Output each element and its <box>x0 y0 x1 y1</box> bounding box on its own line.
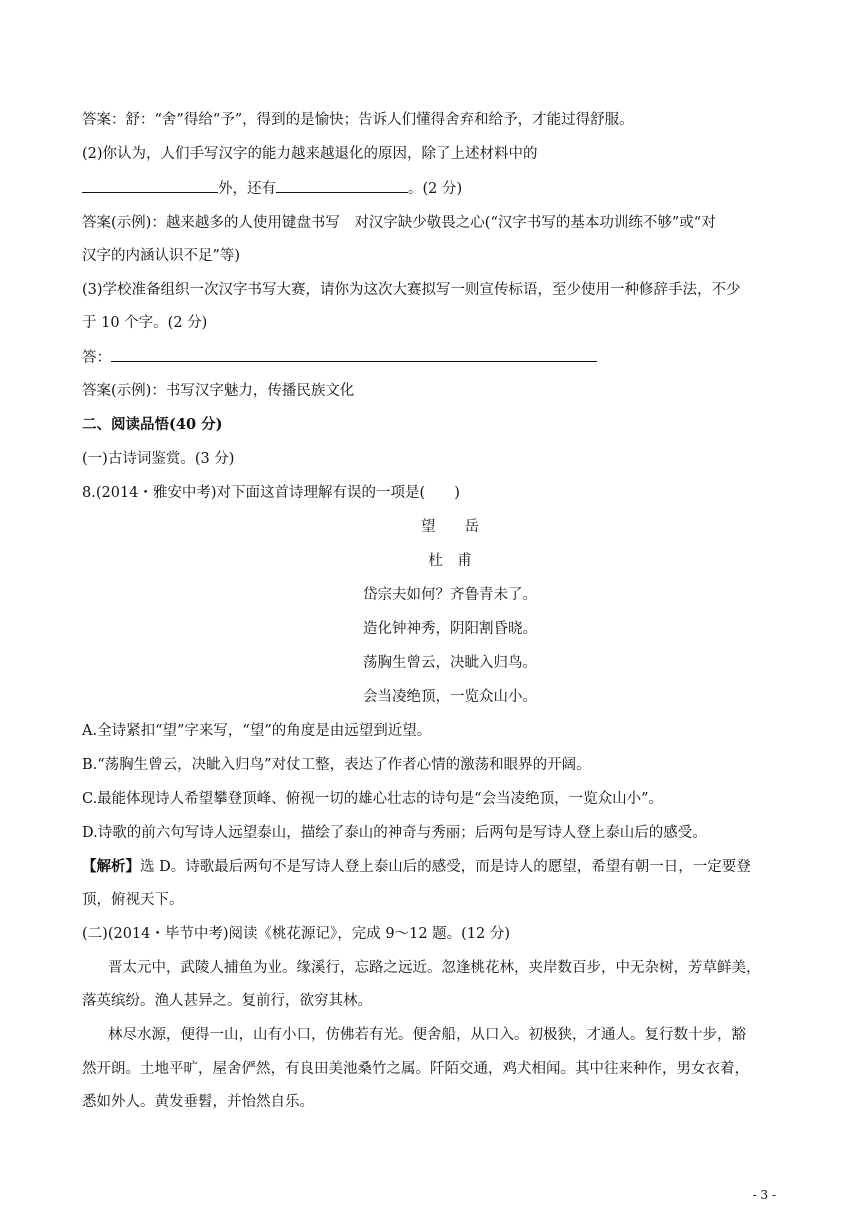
passage-p1-line-2: 落英缤纷。渔人甚异之。复前行，欲穷其林。 <box>82 993 372 1009</box>
poem-line-1: 岱宗夫如何？齐鲁青未了。 <box>363 587 537 603</box>
answer-3: 答案(示例)：书写汉字魅力，传播民族文化 <box>82 383 355 399</box>
analysis-line-1 <box>82 857 778 877</box>
passage-p2-line-2: 然开朗。土地平旷，屋舍俨然，有良田美池桑竹之属。阡陌交通，鸡犬相闻。其中往来种作，男女衣着， <box>82 1061 749 1077</box>
answer-2-line-1: 答案(示例)：越来越多的人使用键盘书写 对汉字缺少敬畏之心(“汉字书写的基本功训练不够”或“对 <box>82 215 716 231</box>
answer-1: 答案：舒：“舍”得给“予”，得到的是愉快；告诉人们懂得舍弃和给予，才能过得舒服。 <box>82 112 634 128</box>
option-c: C.最能体现诗人希望攀登顶峰、俯视一切的雄心壮志的诗句是“会当凌绝顶，一览众山小”。 <box>82 791 664 807</box>
answer-2-line-2: 汉字的内涵认识不足”等) <box>82 248 241 264</box>
poem-line-3: 荡胸生曾云，决眦入归鸟。 <box>363 655 537 671</box>
blank-connector: 外，还有 <box>218 181 276 197</box>
subsection-1: (一)古诗词鉴赏。(3 分) <box>82 451 235 467</box>
question-3-line-2: 于 10 个字。(2 分) <box>82 315 208 331</box>
passage-p2-line-3: 悉如外人。黄发垂髫，并怡然自乐。 <box>82 1094 314 1110</box>
passage-p2-line-1: 林尽水源，便得一山，山有小口，仿佛若有光。便舍船，从口入。初极狭，才通人。复行数十步，豁 <box>108 1027 746 1043</box>
question-2: (2)你认为，人们手写汉字的能力越来越退化的原因，除了上述材料中的 <box>82 146 538 162</box>
subsection-2: (二)(2014・毕节中考)阅读《桃花源记》，完成 9～12 题。(12 分) <box>82 926 511 942</box>
answer-line <box>82 347 778 368</box>
question-8: 8.(2014・雅安中考)对下面这首诗理解有误的一项是( ) <box>82 485 460 501</box>
question-2-blanks <box>82 178 778 199</box>
section-heading-2: 二、阅读品悟(40 分) <box>82 416 223 433</box>
answer-blank <box>111 347 597 362</box>
question-3-line-1: (3)学校准备组织一次汉字书写大赛，请你为这次大赛拟写一则宣传标语，至少使用一种修辞手法，不少 <box>82 282 741 298</box>
option-a: A.全诗紧扣“望”字来写，“望”的角度是由远望到近望。 <box>82 723 432 739</box>
poem-line-4: 会当凌绝顶，一览众山小。 <box>363 689 537 705</box>
blank-1 <box>82 178 218 193</box>
blank-2 <box>276 178 408 193</box>
option-b: B.“荡胸生曾云，决眦入归鸟”对仗工整，表达了作者心情的激荡和眼界的开阔。 <box>82 757 591 773</box>
analysis-label: 【解析】 <box>82 858 140 875</box>
poem-author: 杜 甫 <box>428 553 472 569</box>
answer-label: 答： <box>82 350 111 366</box>
poem-line-2: 造化钟神秀，阴阳割昏晓。 <box>363 621 537 637</box>
question-2-score: 。(2 分) <box>408 181 463 197</box>
passage-p1-line-1: 晋太元中，武陵人捕鱼为业。缘溪行，忘路之远近。忽逢桃花林，夹岸数百步，中无杂树，芳草鲜美， <box>108 960 761 976</box>
page-number: - 3 - <box>752 1188 776 1202</box>
analysis-line-2: 顶，俯视天下。 <box>82 892 184 908</box>
poem-title: 望 岳 <box>421 519 479 535</box>
option-d: D.诗歌的前六句写诗人远望泰山，描绘了泰山的神奇与秀丽；后两句是写诗人登上泰山后的感受。 <box>82 825 707 841</box>
analysis-text: 选 D。诗歌最后两句不是写诗人登上泰山后的感受，而是诗人的愿望，希望有朝一日，一定要登 <box>140 859 751 875</box>
